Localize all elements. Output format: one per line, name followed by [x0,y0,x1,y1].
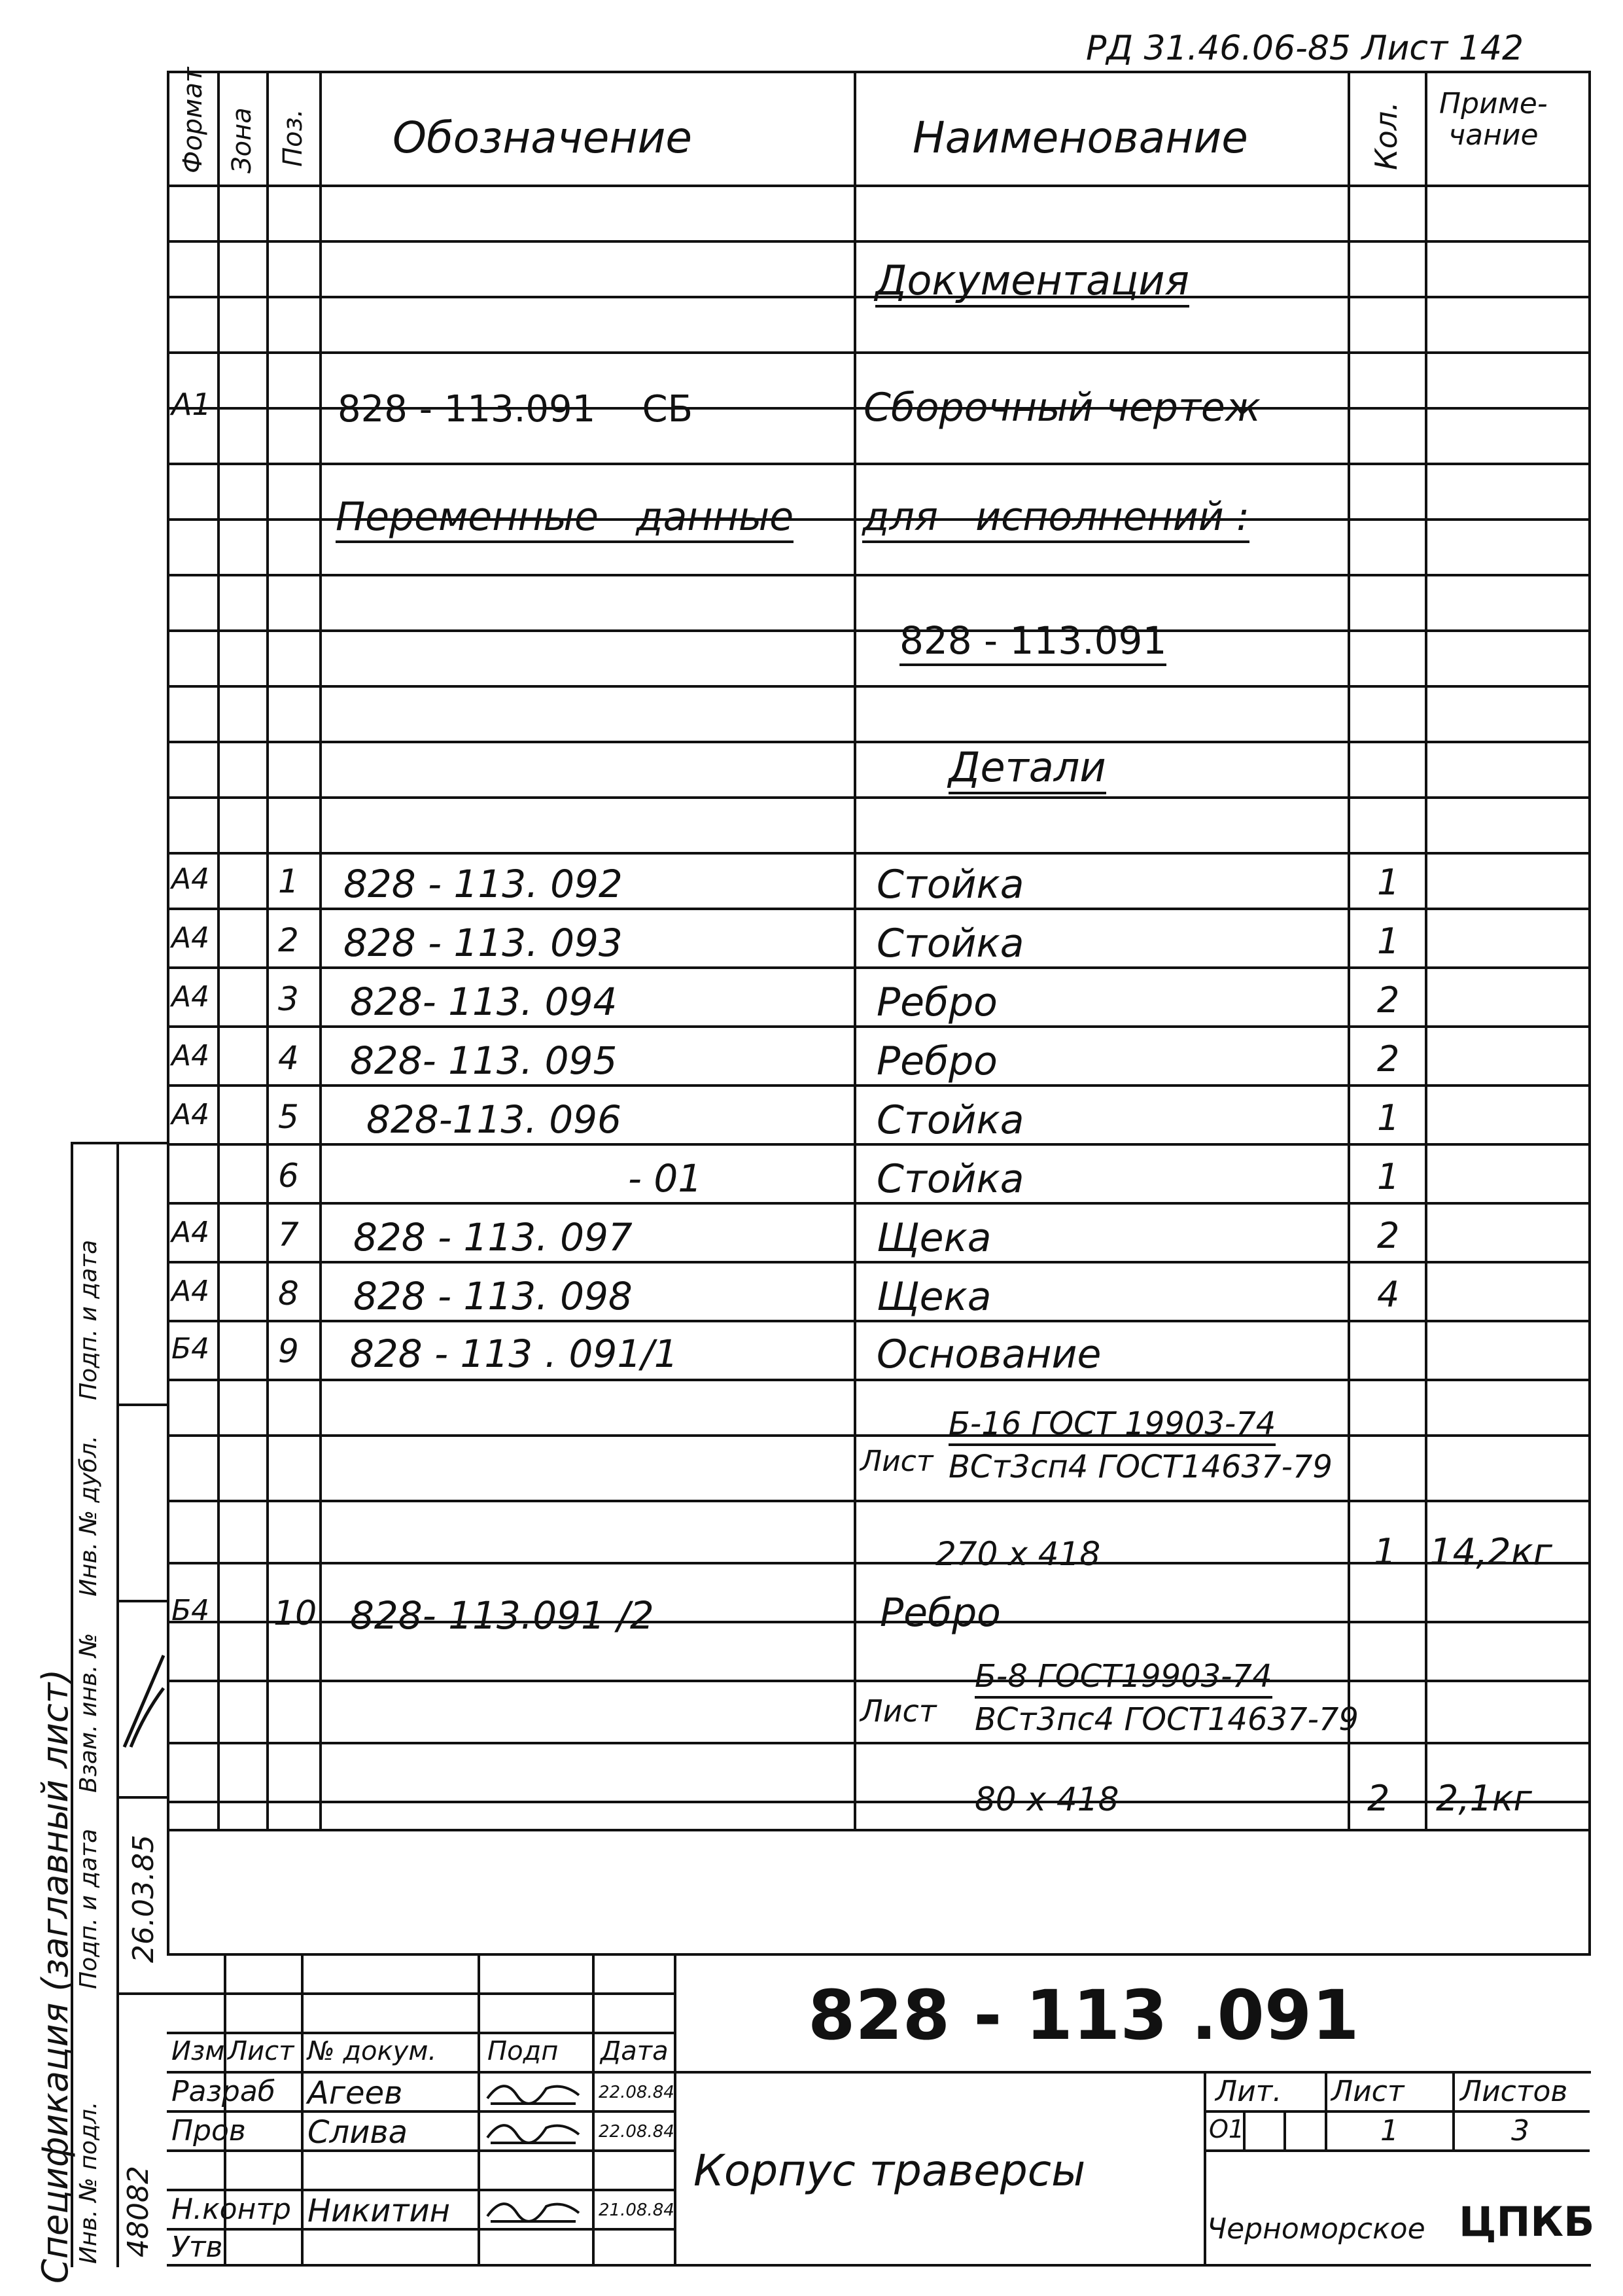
mat2-size: 80 x 418 [975,1780,1119,1818]
part-pos: 2 [278,921,299,959]
row-rule [167,1084,1591,1087]
part-designation: - 01 [628,1156,703,1201]
doc-number: 828 - 113 .091 [808,1975,1359,2055]
col-div-zone [266,71,269,1831]
part-format: А4 [171,1039,210,1072]
part-qty: 2 [1377,980,1400,1021]
row10-name: Ребро [880,1590,1001,1636]
tb-role: Утв [171,2231,223,2264]
part-format: А4 [171,1216,210,1249]
rule-top [167,71,1591,73]
mat2-mass: 2,1кг [1436,1778,1532,1819]
lit-label: Лит. [1215,2075,1282,2108]
tb-date: 21.08.84 [599,2200,674,2220]
mat2-steel: ВСт3пс4 ГОСТ14637-79 [975,1701,1359,1738]
row-rule [167,1742,1591,1744]
doc-format: А1 [171,387,211,422]
mat1-grade: Б-16 ГОСТ 19903-74 [949,1408,1276,1446]
part-designation: 828-113. 096 [366,1097,621,1142]
sheets-value: 3 [1511,2114,1529,2147]
part-qty: 2 [1377,1215,1400,1256]
part-name: Щека [877,1215,992,1261]
col-div-designation [854,71,856,1831]
tb-head-4: Дата [601,2036,669,2066]
tb-row-6 [167,2189,674,2191]
part-pos: 9 [278,1332,299,1370]
part-name: Щека [877,1274,992,1320]
rule-table-bottom [167,1829,1591,1831]
tb-top [167,1953,1591,1956]
col-div-pos [319,71,322,1831]
tb-bottom [167,2264,1591,2267]
part-qty: 2 [1377,1038,1400,1080]
header-zone: Зона [227,107,257,173]
part-pos: 1 [278,862,299,900]
header-pos: Поз. [278,109,308,167]
mat1-mass: 14,2кг [1429,1531,1552,1574]
rule-header [167,185,1591,187]
section-documentation: Документация [875,260,1189,308]
row-rule [167,240,1591,243]
tb-lit-row-1 [1204,2110,1590,2113]
doc-title: Корпус траверсы [693,2146,1086,2196]
tb-div-4 [592,1953,595,2264]
tb-lit-div-2 [1452,2071,1455,2149]
part-pos: 5 [278,1098,299,1136]
row-rule [167,1379,1591,1381]
part-designation: 828 - 113 . 091/1 [350,1332,678,1376]
row-rule [167,629,1591,632]
tb-lit-cell-2 [1283,2110,1286,2149]
margin-div-2 [116,1600,169,1602]
row-rule [167,1143,1591,1146]
row-rule [167,908,1591,910]
tb-lit-div-1 [1325,2071,1327,2149]
tb-name: Никитин [307,2193,451,2229]
part-format: Б4 [171,1332,210,1366]
tb-row-3 [167,2071,1591,2074]
part-name: Стойка [877,862,1024,908]
variable-data-left: Переменные данные [336,497,794,543]
row-rule [167,852,1591,855]
mat1-qty: 1 [1374,1531,1397,1572]
part-qty: 1 [1377,1097,1400,1139]
row-rule [167,463,1591,465]
part-format: А4 [171,1275,210,1308]
part-designation: 828- 113. 094 [350,980,618,1024]
tb-date: 22.08.84 [599,2083,674,2102]
margin-label-inv: Инв. № подл. [75,2101,102,2264]
mat1-steel: ВСт3сп4 ГОСТ14637-79 [949,1449,1333,1485]
sheet-value: 1 [1380,2114,1399,2147]
row10-designation: 828- 113.091 /2 [350,1593,654,1638]
margin-div-1 [116,1404,169,1406]
part-name: Ребро [877,1038,998,1084]
mat2-qty: 2 [1367,1778,1390,1819]
part-qty: 1 [1377,921,1400,962]
row-rule [167,1500,1591,1502]
tb-lit-row-2 [1204,2149,1590,2152]
col-div-format [217,71,220,1831]
mat2-prefix: Лист [860,1693,937,1729]
tb-role: Разраб [171,2075,275,2108]
mat1-size: 270 x 418 [935,1535,1101,1573]
row-rule [167,966,1591,969]
col-div-qty [1425,71,1427,1831]
signature-mark [484,2111,582,2149]
tb-right-div [1204,2071,1206,2264]
part-format: А4 [171,862,210,896]
row-rule [167,1434,1591,1437]
row-rule [167,351,1591,354]
spec-title: Спецификация (заглавный лист) [35,1669,76,2284]
margin-div-3 [116,1796,169,1799]
tb-name: Агеев [307,2075,403,2111]
tb-row-5 [167,2149,674,2152]
part-qty: 1 [1377,862,1400,903]
margin-label-dup: Инв. № дубл. [75,1435,102,1597]
part-name: Стойка [877,921,1024,966]
row-rule [167,1261,1591,1263]
part-designation: 828 - 113. 093 [343,921,623,965]
margin-label-replace: Взам. инв. № [75,1633,102,1793]
tb-row-1 [167,1992,674,1995]
part-pos: 4 [278,1039,299,1077]
part-pos: 3 [278,980,299,1018]
part-pos: 8 [278,1275,299,1313]
part-pos: 7 [278,1216,299,1254]
variant-number: 828 - 113.091 [899,622,1166,666]
part-qty: 4 [1377,1274,1400,1315]
tb-row-2 [167,2032,674,2034]
sheets-label: Листов [1460,2075,1568,2108]
section-parts: Детали [949,747,1106,794]
part-pos: 6 [278,1157,299,1195]
part-designation: 828- 113. 095 [350,1038,618,1083]
margin-label-sign-1: Подп. и дата [75,1828,102,1989]
row-rule [167,796,1591,799]
margin-label-sign-2: Подп. и дата [75,1239,102,1400]
lit-value: О1 [1209,2115,1245,2144]
margin-div-4 [116,1992,169,1995]
mat2-grade: Б-8 ГОСТ19903-74 [975,1661,1272,1699]
tb-div-3 [478,1953,480,2264]
signature-mark [484,2190,582,2228]
row-rule [167,1680,1591,1682]
row-rule [167,1320,1591,1322]
margin-inv-value: 48082 [122,2166,155,2257]
row-rule [167,1025,1591,1028]
part-format: А4 [171,1098,210,1131]
part-format: А4 [171,921,210,955]
header-designation: Обозначение [393,113,692,163]
tb-div-2 [301,1953,304,2264]
doc-name: Сборочный чертеж [864,385,1261,431]
sheet-label: Лист [1331,2075,1405,2108]
mat1-prefix: Лист [860,1445,934,1478]
header-format: Формат [178,67,208,173]
part-name: Ребро [877,980,998,1025]
margin-signature [118,1649,170,1754]
tb-head-0: Изм [171,2036,225,2066]
tb-role: Н.контр [171,2193,291,2226]
part-format: А4 [171,980,210,1014]
row-rule [167,574,1591,576]
part-name: Стойка [877,1156,1024,1202]
tb-row-4 [167,2110,674,2113]
row10-pos: 10 [273,1594,317,1633]
part-qty: 1 [1377,1156,1400,1197]
margin-top [71,1142,169,1144]
tb-name: Слива [307,2114,408,2151]
header-note: Приме- чание [1439,87,1548,152]
row-rule [167,1202,1591,1205]
col-div-name [1348,71,1350,1831]
org-name: Черноморское [1207,2212,1425,2246]
signature-mark [484,2072,582,2110]
row10-format: Б4 [171,1594,210,1627]
top-note: РД 31.46.06-85 Лист 142 [1086,29,1524,68]
tb-head-1: Лист [228,2036,294,2066]
part-designation: 828 - 113. 092 [343,862,623,906]
tb-role: Пров [171,2114,246,2147]
part-name: Основание [877,1332,1102,1377]
doc-designation: 828 - 113.091 СБ [338,388,693,431]
header-name: Наименование [913,113,1248,163]
part-designation: 828 - 113. 098 [353,1274,633,1318]
row-rule [167,741,1591,743]
tb-date: 22.08.84 [599,2122,674,2142]
tb-head-3: Подп [487,2036,559,2066]
margin-sign-date: 26.03.85 [127,1835,160,1963]
org-code: ЦПКБ [1459,2198,1595,2246]
variable-data-right: для исполнений : [862,497,1249,543]
row-rule [167,685,1591,688]
part-designation: 828 - 113. 097 [353,1215,633,1260]
part-name: Стойка [877,1097,1024,1143]
header-qty: Кол. [1369,101,1404,170]
tb-head-2: № докум. [307,2036,437,2066]
